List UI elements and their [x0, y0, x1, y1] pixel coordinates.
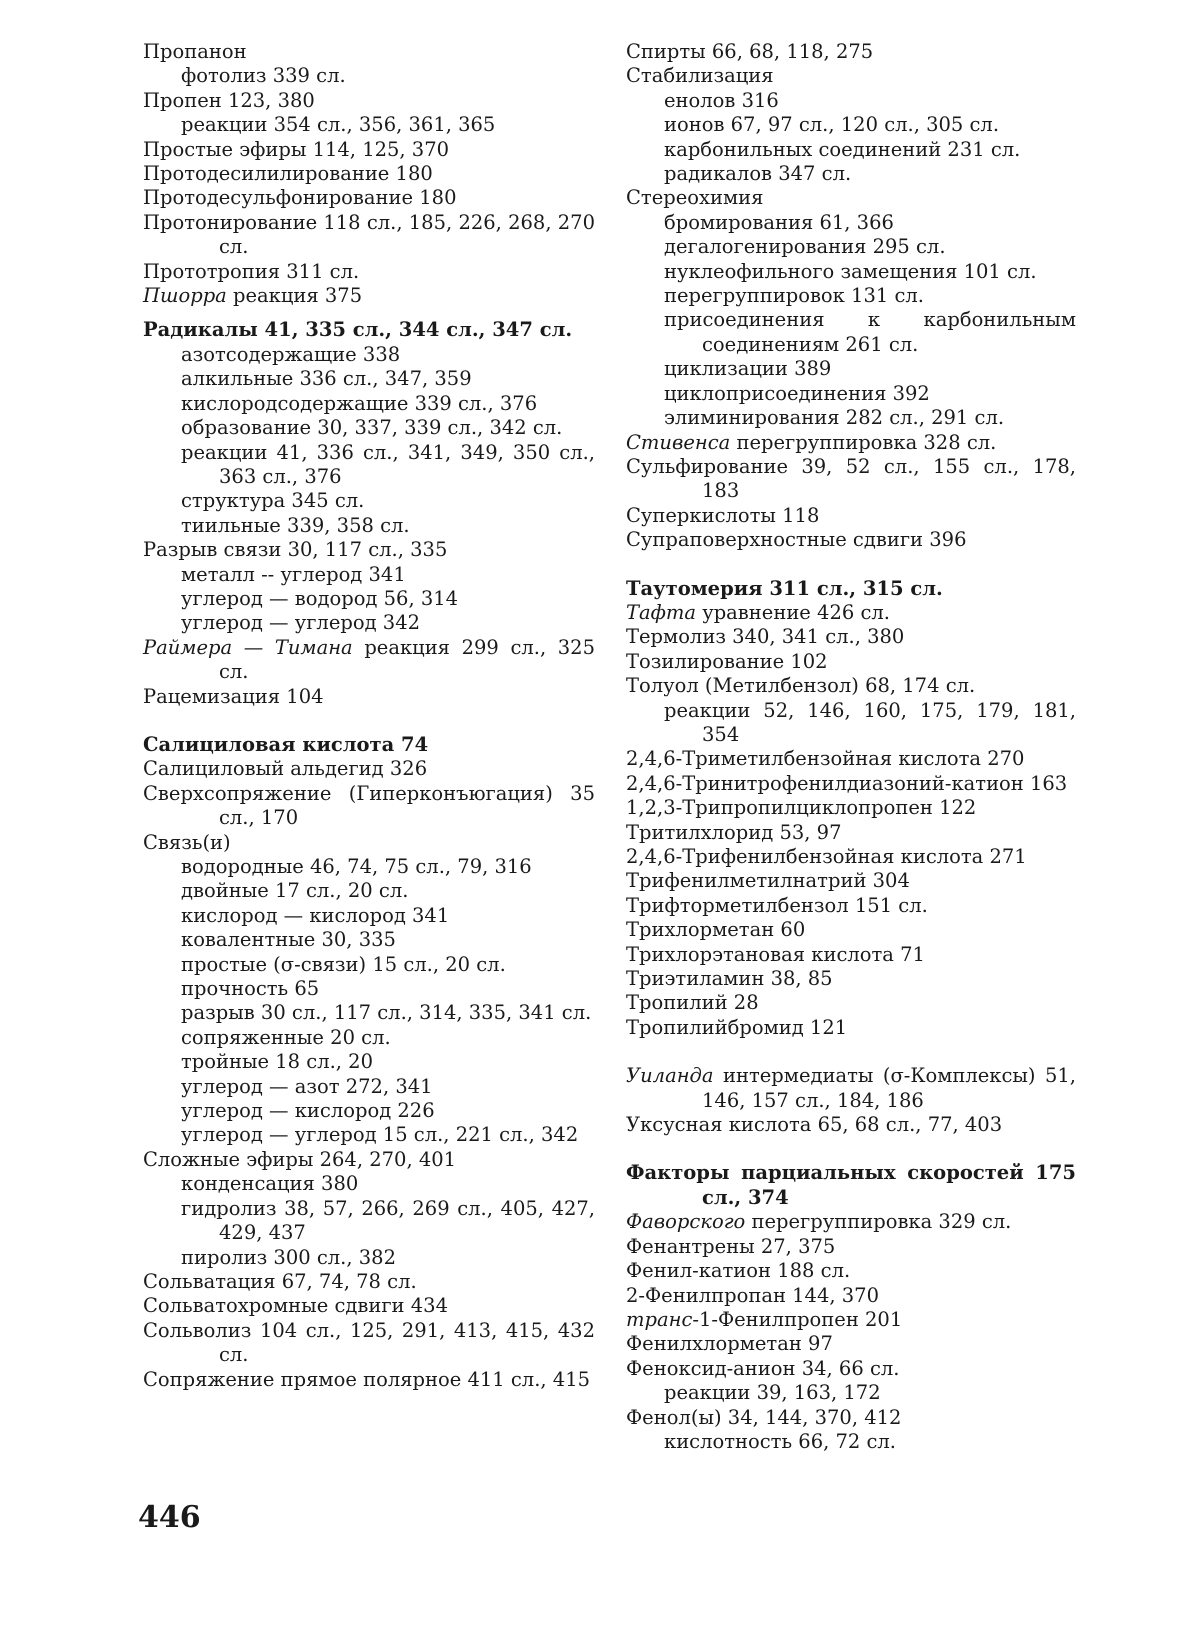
- index-entry-text: азотсодержащие 338: [181, 342, 401, 366]
- index-entry-text: нуклеофильного замещения 101 сл.: [664, 259, 1037, 283]
- index-entry-text: Супраповерхностные сдвиги 396: [626, 528, 967, 552]
- index-entry-text: Протодесилилирование 180: [143, 162, 433, 186]
- index-entry-text: углерод — углерод 342: [181, 611, 421, 635]
- index-entry-text: енолов 316: [664, 88, 779, 112]
- index-entry: [626, 40, 1076, 64]
- index-entry: [626, 1357, 1076, 1381]
- index-entry-text: металл -- углерод 341: [181, 562, 406, 586]
- index-entry-text: Связь(и): [143, 830, 231, 854]
- index-subentry: [143, 1123, 595, 1147]
- index-entry: [626, 869, 1076, 893]
- section-gap: [143, 709, 595, 733]
- index-subentry: [143, 489, 595, 513]
- index-entry: [626, 625, 1076, 649]
- index-entry: [143, 1319, 595, 1368]
- index-entry-text: ионов 67, 97 сл., 120 сл., 305 сл.: [664, 113, 1000, 137]
- index-subentry: [626, 138, 1076, 162]
- index-entry: [143, 538, 595, 562]
- index-entry-text: циклизации 389: [664, 357, 832, 381]
- index-entry-text: перегруппировка 329 сл.: [751, 1210, 1012, 1234]
- index-subentry: [143, 563, 595, 587]
- index-entry-text: элиминирования 282 сл., 291 сл.: [664, 406, 1005, 430]
- index-entry: [626, 577, 1076, 601]
- index-subentry: [143, 392, 595, 416]
- index-entry-text: 1,2,3-Трипропилциклопропен 122: [626, 796, 977, 820]
- index-entry-text: Трифенилметилнатрий 304: [626, 869, 910, 893]
- index-subentry: [143, 587, 595, 611]
- index-entry-text: Тритилхлорид 53, 97: [626, 820, 842, 844]
- index-entry-text: Тропилий 28: [626, 991, 759, 1015]
- index-subentry: [143, 64, 595, 88]
- index-entry: [143, 782, 595, 831]
- index-entry: [626, 455, 1076, 504]
- index-entry-text: кислород — кислород 341: [181, 903, 450, 927]
- index-entry: [143, 831, 595, 855]
- index-entry: [626, 796, 1076, 820]
- index-entry-text: углерод — азот 272, 341: [181, 1074, 433, 1098]
- index-entry: [626, 1332, 1076, 1356]
- index-entry-italic-name: Тафта: [626, 600, 697, 624]
- section-gap: [626, 1137, 1076, 1161]
- index-entry: [626, 918, 1076, 942]
- index-entry: [143, 1270, 595, 1294]
- index-entry-text: перегруппировка 328 сл.: [736, 430, 997, 454]
- index-subentry: [143, 1075, 595, 1099]
- index-entry: [626, 650, 1076, 674]
- index-entry-text: кислотность 66, 72 сл.: [664, 1429, 897, 1453]
- index-entry-text: разрыв 30 сл., 117 сл., 314, 335, 341 сл.: [181, 1001, 592, 1025]
- index-entry-text: Термолиз 340, 341 сл., 380: [626, 625, 905, 649]
- index-entry: [143, 260, 595, 284]
- index-entry-text: Сольватохромные сдвиги 434: [143, 1294, 448, 1318]
- index-entry: [626, 1259, 1076, 1283]
- index-entry: [626, 186, 1076, 210]
- index-entry: [143, 211, 595, 260]
- index-entry-text: двойные 17 сл., 20 сл.: [181, 879, 409, 903]
- index-subentry: [143, 113, 595, 137]
- index-entry: [626, 1235, 1076, 1259]
- index-entry-text: Сложные эфиры 264, 270, 401: [143, 1147, 457, 1171]
- index-entry-text: Радикалы 41, 335 сл., 344 сл., 347 сл.: [143, 318, 573, 342]
- index-entry-text: Разрыв связи 30, 117 сл., 335: [143, 538, 448, 562]
- index-entry: [143, 138, 595, 162]
- index-entry-text: перегруппировок 131 сл.: [664, 284, 924, 308]
- index-entry: [143, 162, 595, 186]
- index-entry: [626, 894, 1076, 918]
- index-entry-text: Факторы парциальных скоростей 175 сл., 374: [626, 1161, 1076, 1209]
- index-entry-italic-name: Раймера — Тимана: [143, 635, 353, 659]
- index-entry: [143, 318, 595, 342]
- index-entry-text: Триэтиламин 38, 85: [626, 967, 833, 991]
- index-entry-text: Суперкислоты 118: [626, 503, 820, 527]
- index-subentry: [626, 357, 1076, 381]
- index-entry-text: Спирты 66, 68, 118, 275: [626, 40, 874, 63]
- index-entry-text: углерод — кислород 226: [181, 1099, 435, 1123]
- index-entry-text: углерод — углерод 15 сл., 221 сл., 342: [181, 1123, 579, 1147]
- index-entry-text: Сольватация 67, 74, 78 сл.: [143, 1269, 417, 1293]
- index-entry: [626, 431, 1076, 455]
- index-entry-text: дегалогенирования 295 сл.: [664, 235, 946, 259]
- section-gap: [143, 308, 595, 318]
- index-subentry: [626, 699, 1076, 748]
- index-entry-text: Трифторметилбензол 151 сл.: [626, 893, 928, 917]
- index-entry: [626, 991, 1076, 1015]
- index-entry-text: присоединения к карбонильным соединениям 261 сл.: [664, 308, 1076, 356]
- index-entry: [626, 967, 1076, 991]
- index-entry: [626, 1210, 1076, 1234]
- index-subentry: [143, 611, 595, 635]
- index-entry-text: Сульфирование 39, 52 сл., 155 сл., 178, 183: [626, 454, 1076, 503]
- index-entry-text: сопряженные 20 сл.: [181, 1025, 391, 1049]
- index-entry-text: водородные 46, 74, 75 сл., 79, 316: [181, 855, 532, 878]
- index-entry: [626, 1016, 1076, 1040]
- index-entry-text: гидролиз 38, 57, 266, 269 сл., 405, 427, 429, 437: [181, 1196, 595, 1245]
- index-entry-text: Трихлорметан 60: [626, 918, 806, 942]
- index-subentry: [143, 1050, 595, 1074]
- index-entry-text: реакции 354 сл., 356, 361, 365: [181, 113, 496, 137]
- section-gap: [626, 553, 1076, 577]
- index-entry-text: уравнение 426 сл.: [702, 600, 890, 624]
- index-entry: [626, 504, 1076, 528]
- index-entry-text: Фенилхлорметан 97: [626, 1332, 833, 1356]
- index-entry-text: тройные 18 сл., 20: [181, 1050, 373, 1074]
- index-entry-text: Фенил-катион 188 сл.: [626, 1259, 851, 1283]
- index-subentry: [143, 1001, 595, 1025]
- index-entry-text: Протонирование 118 сл., 185, 226, 268, 270 сл.: [143, 210, 595, 259]
- page-number: 446: [138, 1500, 201, 1535]
- index-entry-text: тиильные 339, 358 сл.: [181, 513, 410, 537]
- index-subentry: [626, 89, 1076, 113]
- index-entry-text: Уксусная кислота 65, 68 сл., 77, 403: [626, 1113, 1003, 1137]
- section-gap: [626, 1040, 1076, 1064]
- index-entry-text: Простые эфиры 114, 125, 370: [143, 137, 450, 161]
- index-subentry: [626, 308, 1076, 357]
- index-entry: [626, 674, 1076, 698]
- index-entry-text: 2,4,6-Триметилбензойная кислота 270: [626, 747, 1025, 771]
- index-entry-text: Рацемизация 104: [143, 684, 324, 708]
- index-subentry: [143, 855, 595, 879]
- index-subentry: [143, 1026, 595, 1050]
- index-entry-italic-name: Пшорра: [143, 284, 227, 308]
- index-entry-text: Толуол (Метилбензол) 68, 174 сл.: [626, 674, 976, 698]
- index-subentry: [143, 367, 595, 391]
- index-entry-text: реакции 39, 163, 172: [664, 1381, 881, 1405]
- index-entry: [143, 1368, 595, 1392]
- index-entry-text: реакция 299 сл., 325 сл.: [219, 635, 595, 684]
- index-subentry: [143, 977, 595, 1001]
- index-entry: [143, 1148, 595, 1172]
- index-entry-text: Стереохимия: [626, 186, 764, 210]
- index-entry: [143, 733, 595, 757]
- index-entry: [143, 757, 595, 781]
- index-entry-text: ковалентные 30, 335: [181, 928, 396, 952]
- index-subentry: [143, 928, 595, 952]
- index-entry: [626, 772, 1076, 796]
- index-subentry: [143, 953, 595, 977]
- index-entry-text: циклоприсоединения 392: [664, 381, 930, 405]
- index-entry-text: Прототропия 311 сл.: [143, 259, 360, 283]
- index-entry-text: образование 30, 337, 339 сл., 342 сл.: [181, 416, 563, 440]
- index-entry-text: фотолиз 339 сл.: [181, 64, 346, 88]
- index-entry: [143, 636, 595, 685]
- index-subentry: [143, 1197, 595, 1246]
- index-subentry: [626, 284, 1076, 308]
- index-entry-text: -1-Фенилпропен 201: [692, 1307, 903, 1331]
- index-entry-text: интермедиаты (σ-Комплексы) 51, 146, 157 сл., 184, 186: [702, 1064, 1076, 1112]
- index-entry: [143, 186, 595, 210]
- index-subentry: [626, 382, 1076, 406]
- index-entry: [626, 943, 1076, 967]
- index-entry-text: радикалов 347 сл.: [664, 162, 852, 186]
- index-column-right: [626, 40, 1076, 1454]
- index-entry: [626, 1406, 1076, 1430]
- index-subentry: [626, 113, 1076, 137]
- index-subentry: [626, 162, 1076, 186]
- index-entry-text: Фенол(ы) 34, 144, 370, 412: [626, 1405, 902, 1429]
- index-entry-text: 2,4,6-Тринитрофенилдиазоний-катион 163: [626, 771, 1068, 795]
- index-entry-text: реакции 41, 336 сл., 341, 349, 350 сл., 363 сл., 376: [181, 440, 595, 488]
- index-entry: [626, 821, 1076, 845]
- index-entry-text: реакции 52, 146, 160, 175, 179, 181, 354: [664, 698, 1076, 746]
- index-entry: [143, 40, 595, 64]
- index-entry-italic-name: Стивенса: [626, 430, 731, 454]
- index-subentry: [143, 441, 595, 490]
- index-entry: [626, 1113, 1076, 1137]
- index-subentry: [626, 235, 1076, 259]
- index-entry-text: реакция 375: [233, 284, 363, 308]
- index-entry-text: Стабилизация: [626, 64, 774, 88]
- index-entry-text: алкильные 336 сл., 347, 359: [181, 367, 472, 391]
- index-entry-text: Сопряжение прямое полярное 411 сл., 415: [143, 1367, 591, 1391]
- index-entry-text: пиролиз 300 сл., 382: [181, 1245, 396, 1269]
- index-subentry: [143, 879, 595, 903]
- index-entry-text: Протодесульфонирование 180: [143, 186, 457, 210]
- index-entry: [143, 685, 595, 709]
- index-entry: [626, 528, 1076, 552]
- index-entry-text: конденсация 380: [181, 1172, 359, 1196]
- index-entry-text: прочность 65: [181, 977, 320, 1001]
- index-entry-text: Таутомерия 311 сл., 315 сл.: [626, 576, 943, 600]
- index-subentry: [143, 904, 595, 928]
- index-subentry: [143, 514, 595, 538]
- index-entry: [143, 284, 595, 308]
- index-subentry: [143, 1172, 595, 1196]
- index-entry: [143, 89, 595, 113]
- index-entry: [626, 1064, 1076, 1113]
- index-entry-text: Тозилирование 102: [626, 649, 828, 673]
- index-entry: [626, 1284, 1076, 1308]
- index-entry-text: Пропен 123, 380: [143, 88, 315, 112]
- index-subentry: [626, 260, 1076, 284]
- index-entry: [143, 1294, 595, 1318]
- index-subentry: [143, 1246, 595, 1270]
- index-entry-text: простые (σ-связи) 15 сл., 20 сл.: [181, 952, 506, 976]
- index-entry-text: Трихлорэтановая кислота 71: [626, 942, 925, 966]
- index-entry-text: кислородсодержащие 339 сл., 376: [181, 391, 538, 415]
- index-entry-text: карбонильных соединений 231 сл.: [664, 137, 1021, 161]
- index-entry-text: Тропилийбромид 121: [626, 1015, 848, 1039]
- index-subentry: [626, 1430, 1076, 1454]
- index-entry: [626, 601, 1076, 625]
- index-entry-text: Салициловый альдегид 326: [143, 757, 428, 781]
- index-subentry: [143, 416, 595, 440]
- index-entry: [626, 64, 1076, 88]
- index-entry-italic-name: Уиланда: [626, 1064, 714, 1088]
- index-entry-text: 2-Фенилпропан 144, 370: [626, 1283, 879, 1307]
- index-subentry: [143, 1099, 595, 1123]
- index-entry-text: Пропанон: [143, 40, 247, 63]
- index-entry-text: Феноксид-анион 34, 66 сл.: [626, 1356, 900, 1380]
- index-entry: [626, 845, 1076, 869]
- index-entry-text: углерод — водород 56, 314: [181, 586, 459, 610]
- index-entry-text: Салициловая кислота 74: [143, 732, 429, 756]
- index-entry-text: 2,4,6-Трифенилбензойная кислота 271: [626, 845, 1027, 868]
- index-subentry: [626, 211, 1076, 235]
- index-entry-text: Фенантрены 27, 375: [626, 1234, 836, 1258]
- index-entry-text: бромирования 61, 366: [664, 210, 894, 234]
- index-entry-italic-name: Фаворского: [626, 1210, 746, 1234]
- index-subentry: [626, 1381, 1076, 1405]
- index-column-left: [143, 40, 595, 1392]
- index-entry: [626, 1308, 1076, 1332]
- index-subentry: [626, 406, 1076, 430]
- index-entry-text: Сверхсопряжение (Гиперконъюгация) 35 сл., 170: [143, 781, 595, 830]
- index-subentry: [143, 343, 595, 367]
- index-entry: [626, 1161, 1076, 1210]
- index-entry-text: Сольволиз 104 сл., 125, 291, 413, 415, 432 сл.: [143, 1318, 595, 1367]
- index-entry-italic-name: транс: [626, 1307, 693, 1331]
- index-entry-text: структура 345 сл.: [181, 489, 365, 513]
- index-entry: [626, 747, 1076, 771]
